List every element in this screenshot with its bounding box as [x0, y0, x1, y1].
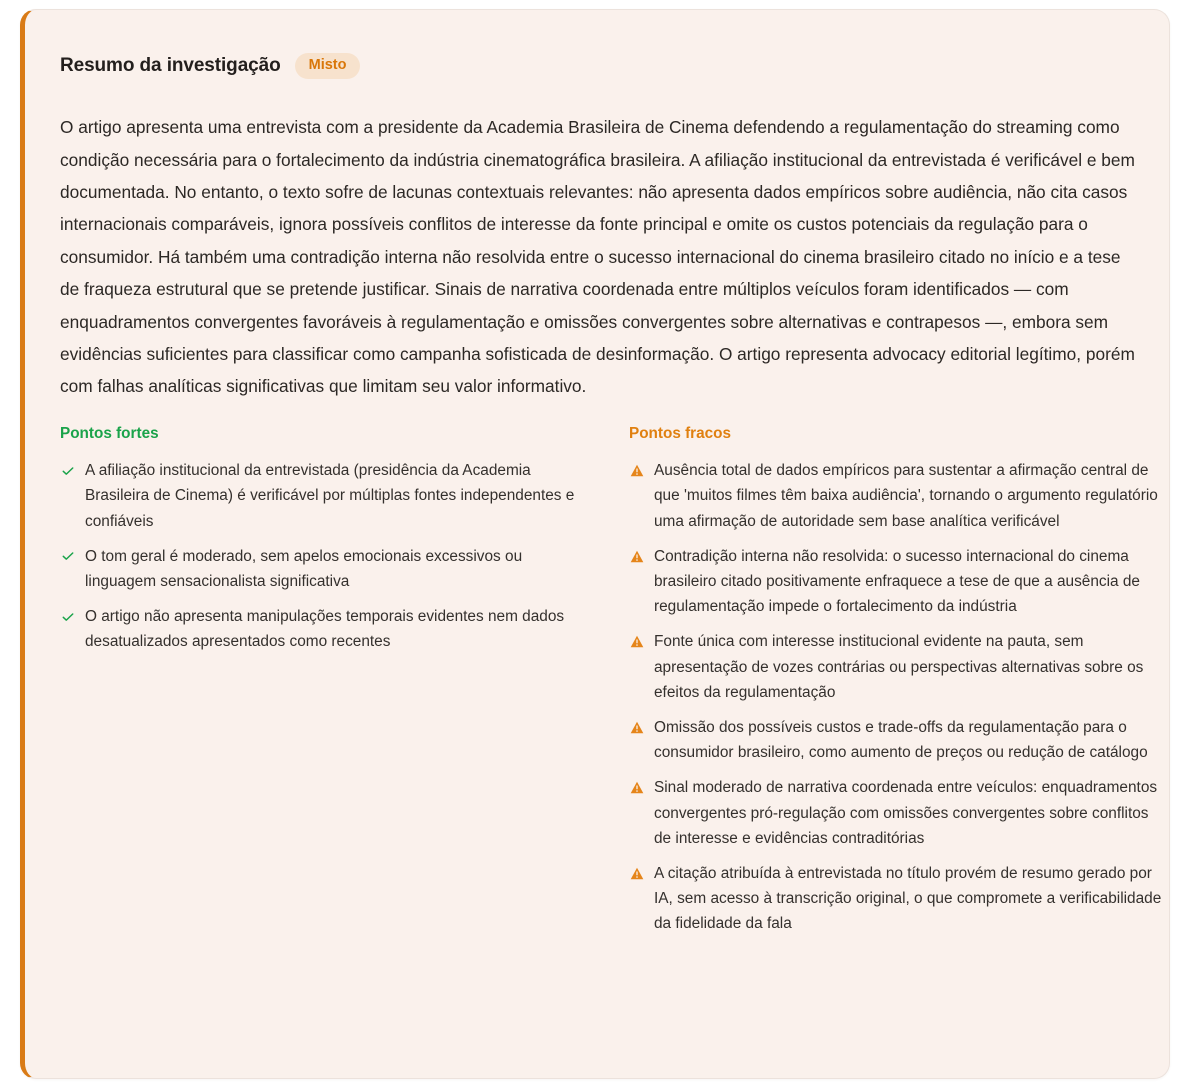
list-item [629, 861, 1184, 937]
summary-paragraph: O artigo apresenta uma entrevista com a presidente da Academia Brasileira de Cinema defendendo a regulamentação do streaming como condição necessária para o fortalecimento da indústria cinematográfica brasileira. A afiliação institucional da entrevistada é verificável e bem documentada. No entanto, o texto sofre de lacunas contextuais relevantes: não apresenta dados empíricos sobre audiência, não cita casos internacionais comparáveis, ignora possíveis conflitos de interesse da fonte principal e omite os custos potenciais da regulação para o consumidor. Há também uma contradição interna não resolvida entre o sucesso internacional do cinema brasileiro citado no início e a tese de fraqueza estrutural que se pretende justificar. Sinais de narrativa coordenada entre múltiplos veículos foram identificados — com enquadramentos convergentes favoráveis à regulamentação e omissões convergentes sobre alternativas e contrapesos —, embora sem evidências suficientes para classificar como campanha sofisticada de desinformação. O artigo representa advocacy editorial legítimo, porém com falhas analíticas significativas que limitam seu valor informativo. [60, 117, 1135, 397]
warning-triangle-icon [629, 715, 645, 740]
weaknesses-column [629, 425, 1184, 937]
warning-triangle-icon [629, 861, 645, 886]
warning-triangle-icon [629, 458, 645, 483]
status-badge: Misto [295, 53, 361, 79]
warning-triangle-icon [629, 544, 645, 569]
list-item [60, 458, 620, 534]
strengths-heading: Pontos fortes [60, 424, 159, 442]
list-item [629, 629, 1184, 705]
weakness-text: A citação atribuída à entrevistada no título provém de resumo gerado por IA, sem acesso à transcrição original, o que compromete a verificabilidade da fidelidade da fala [654, 865, 1162, 933]
weaknesses-heading: Pontos fracos [629, 424, 731, 442]
weakness-text: Ausência total de dados empíricos para sustentar a afirmação central de que 'muitos filmes têm baixa audiência', tornando o argumento regulatório uma afirmação de autoridade sem base analítica verificável [654, 462, 1158, 530]
warning-triangle-icon [629, 629, 645, 654]
strengths-column [60, 425, 620, 937]
list-item [629, 458, 1184, 534]
strength-text: A afiliação institucional da entrevistada (presidência da Academia Brasileira de Cinema) é verificável por múltiplas fontes independentes e confiáveis [85, 462, 575, 530]
weakness-text: Sinal moderado de narrativa coordenada entre veículos: enquadramentos convergentes pró-regulação com omissões convergentes sobre conflitos de interesse e evidências contraditórias [654, 779, 1158, 847]
weaknesses-list [629, 458, 1184, 936]
list-item [629, 544, 1184, 620]
warning-triangle-icon [629, 775, 645, 800]
strength-text: O tom geral é moderado, sem apelos emocionais excessivos ou linguagem sensacionalista significativa [85, 547, 523, 591]
list-item [60, 604, 620, 654]
investigation-summary-card [20, 9, 1170, 1079]
check-icon [60, 458, 76, 483]
points-columns [60, 424, 1162, 937]
list-item [629, 775, 1184, 851]
weakness-text: Fonte única com interesse institucional evidente na pauta, sem apresentação de vozes contrárias ou perspectivas alternativas sobre os efeitos da regulamentação [654, 633, 1144, 701]
list-item [60, 544, 620, 594]
card-header [60, 42, 1143, 90]
weakness-text: Contradição interna não resolvida: o sucesso internacional do cinema brasileiro citado positivamente enfraquece a tese de que a ausência de regulamentação impede o fortalecimento da indústria [654, 547, 1140, 616]
list-item [629, 715, 1184, 765]
strength-text: O artigo não apresenta manipulações temporais evidentes nem dados desatualizados apresentados como recentes [85, 608, 565, 651]
check-icon [60, 604, 76, 629]
check-icon [60, 544, 76, 569]
page-title: Resumo da investigação [60, 54, 281, 76]
strengths-list [60, 458, 620, 654]
weakness-text: Omissão dos possíveis custos e trade-offs da regulamentação para o consumidor brasileiro, como aumento de preços ou redução de catálogo [654, 719, 1148, 762]
